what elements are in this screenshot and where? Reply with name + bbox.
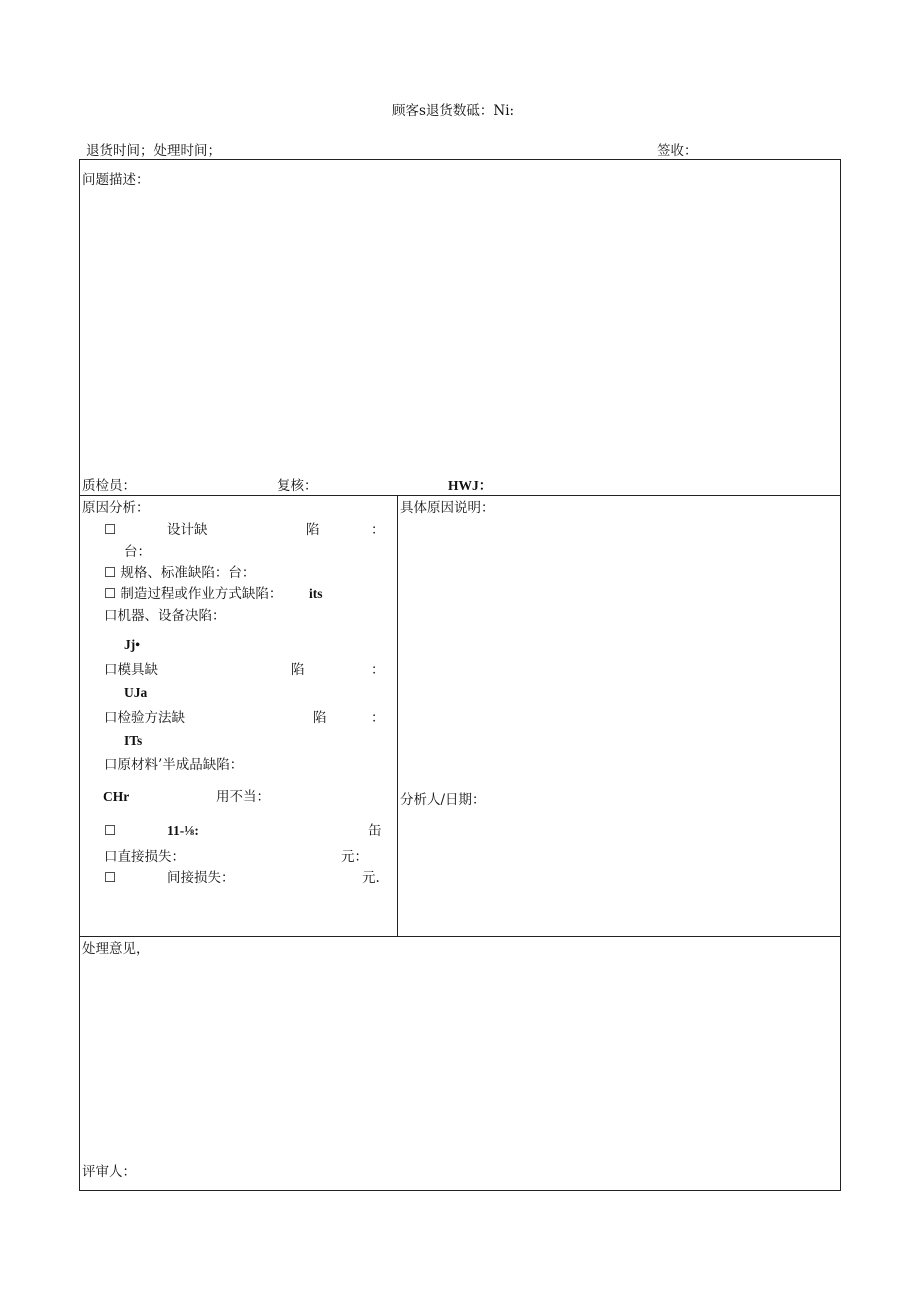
checkbox-indirect-loss[interactable]: ☐	[104, 870, 117, 886]
direct-loss-item[interactable]: 口直接损失：	[104, 849, 185, 865]
misuse-code: CHr	[103, 789, 130, 804]
design-defect-colon: ：	[371, 522, 385, 538]
divider-column	[397, 495, 398, 937]
machine-defect-value: Jj•	[124, 637, 140, 652]
checkbox-quantity[interactable]: ☐	[104, 823, 117, 839]
hwj-label: HWJ：	[448, 478, 493, 493]
review-label: 复核：	[277, 478, 318, 494]
direct-loss-unit: 元：	[341, 849, 368, 865]
process-defect-item[interactable]: ☐ 制造过程或作业方式缺陷：	[104, 586, 283, 602]
handling-label: 处理意见，	[82, 941, 150, 957]
design-defect-label: 设计缺	[167, 522, 208, 538]
mold-defect-char: 陷	[291, 662, 305, 678]
material-defect-item[interactable]: 口原材料’半成品缺陷：	[104, 757, 244, 773]
indirect-loss-label: 间接损失：	[167, 870, 235, 886]
times-label: 退货时间；处理时间；	[86, 143, 221, 159]
spec-defect-item[interactable]: ☐ 规格、标准缺陷：台：	[104, 565, 256, 581]
page-title: 顾客s退货数砥：Ni:	[392, 103, 515, 119]
mold-defect-colon: ：	[371, 662, 385, 678]
problem-label: 问题描述：	[82, 172, 150, 188]
machine-defect-item[interactable]: 口机器、设备决陷：	[104, 608, 226, 624]
misuse-label: 用不当：	[216, 789, 270, 805]
inspection-defect-colon: ：	[371, 710, 385, 726]
checkbox-design[interactable]: ☐	[104, 522, 117, 538]
sign-label: 签收：	[657, 143, 698, 159]
quantity-value: 11-⅛:	[167, 823, 199, 838]
reviewer-label: 评审人：	[82, 1164, 136, 1180]
form-table	[79, 159, 841, 1191]
indirect-loss-unit: 元.	[362, 870, 380, 886]
cause-label: 原因分析：	[82, 500, 150, 516]
inspector-label: 质检员：	[82, 478, 136, 494]
process-defect-value: its	[309, 586, 323, 601]
quantity-unit: 缶	[368, 823, 382, 839]
design-defect-unit: 台：	[124, 544, 151, 560]
mold-defect-value: UJa	[124, 685, 148, 700]
divider-problem	[79, 495, 841, 496]
divider-cause	[79, 936, 841, 937]
inspection-defect-char: 陷	[313, 710, 327, 726]
analyst-label: 分析人/日期：	[400, 792, 486, 808]
inspection-defect-item[interactable]: 口检验方法缺	[104, 710, 185, 726]
design-defect-char: 陷	[306, 522, 320, 538]
mold-defect-item[interactable]: 口模具缺	[104, 662, 158, 678]
detail-label: 具体原因说明：	[400, 500, 495, 516]
inspection-defect-value: ITs	[124, 733, 143, 748]
